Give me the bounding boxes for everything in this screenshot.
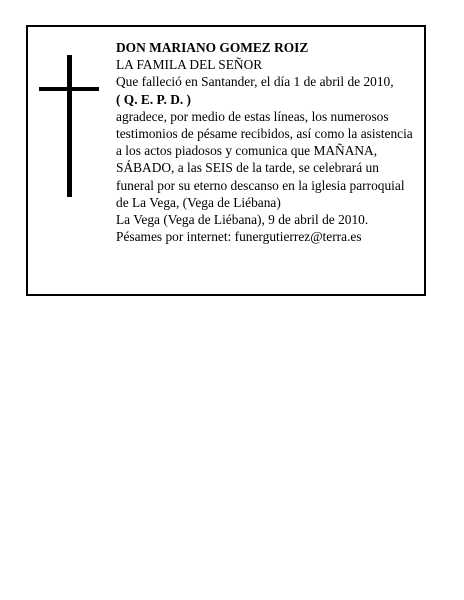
place-date: La Vega (Vega de Liébana), 9 de abril de 2010. (116, 212, 369, 228)
obituary-notice (26, 25, 426, 296)
notice-subtitle: LA FAMILA DEL SEÑOR (116, 57, 263, 73)
condolences-line: Pésames por internet: funergutierrez@terra.es (116, 229, 362, 245)
body-line: SÁBADO, a las SEIS de la tarde, se celebrará un (116, 160, 379, 176)
cross-horizontal-bar (39, 87, 99, 91)
qepd-line: ( Q. E. P. D. ) (116, 91, 192, 107)
cross-icon (39, 55, 99, 197)
body-line: testimonios de pésame recibidos, así como la asistencia (116, 126, 413, 142)
body-line: funeral por su eterno descanso en la iglesia parroquial (116, 177, 405, 193)
death-line: Que falleció en Santander, el día 1 de abril de 2010, (116, 74, 394, 90)
deceased-name: DON MARIANO GOMEZ ROIZ (116, 40, 309, 55)
notice-text (116, 39, 416, 245)
body-line: de La Vega, (Vega de Liébana) (116, 194, 281, 210)
body-line: a los actos piadosos y comunica que MAÑANA, (116, 143, 378, 159)
cross-vertical-bar (67, 55, 72, 197)
body-line: agradece, por medio de estas líneas, los numerosos (116, 108, 389, 124)
